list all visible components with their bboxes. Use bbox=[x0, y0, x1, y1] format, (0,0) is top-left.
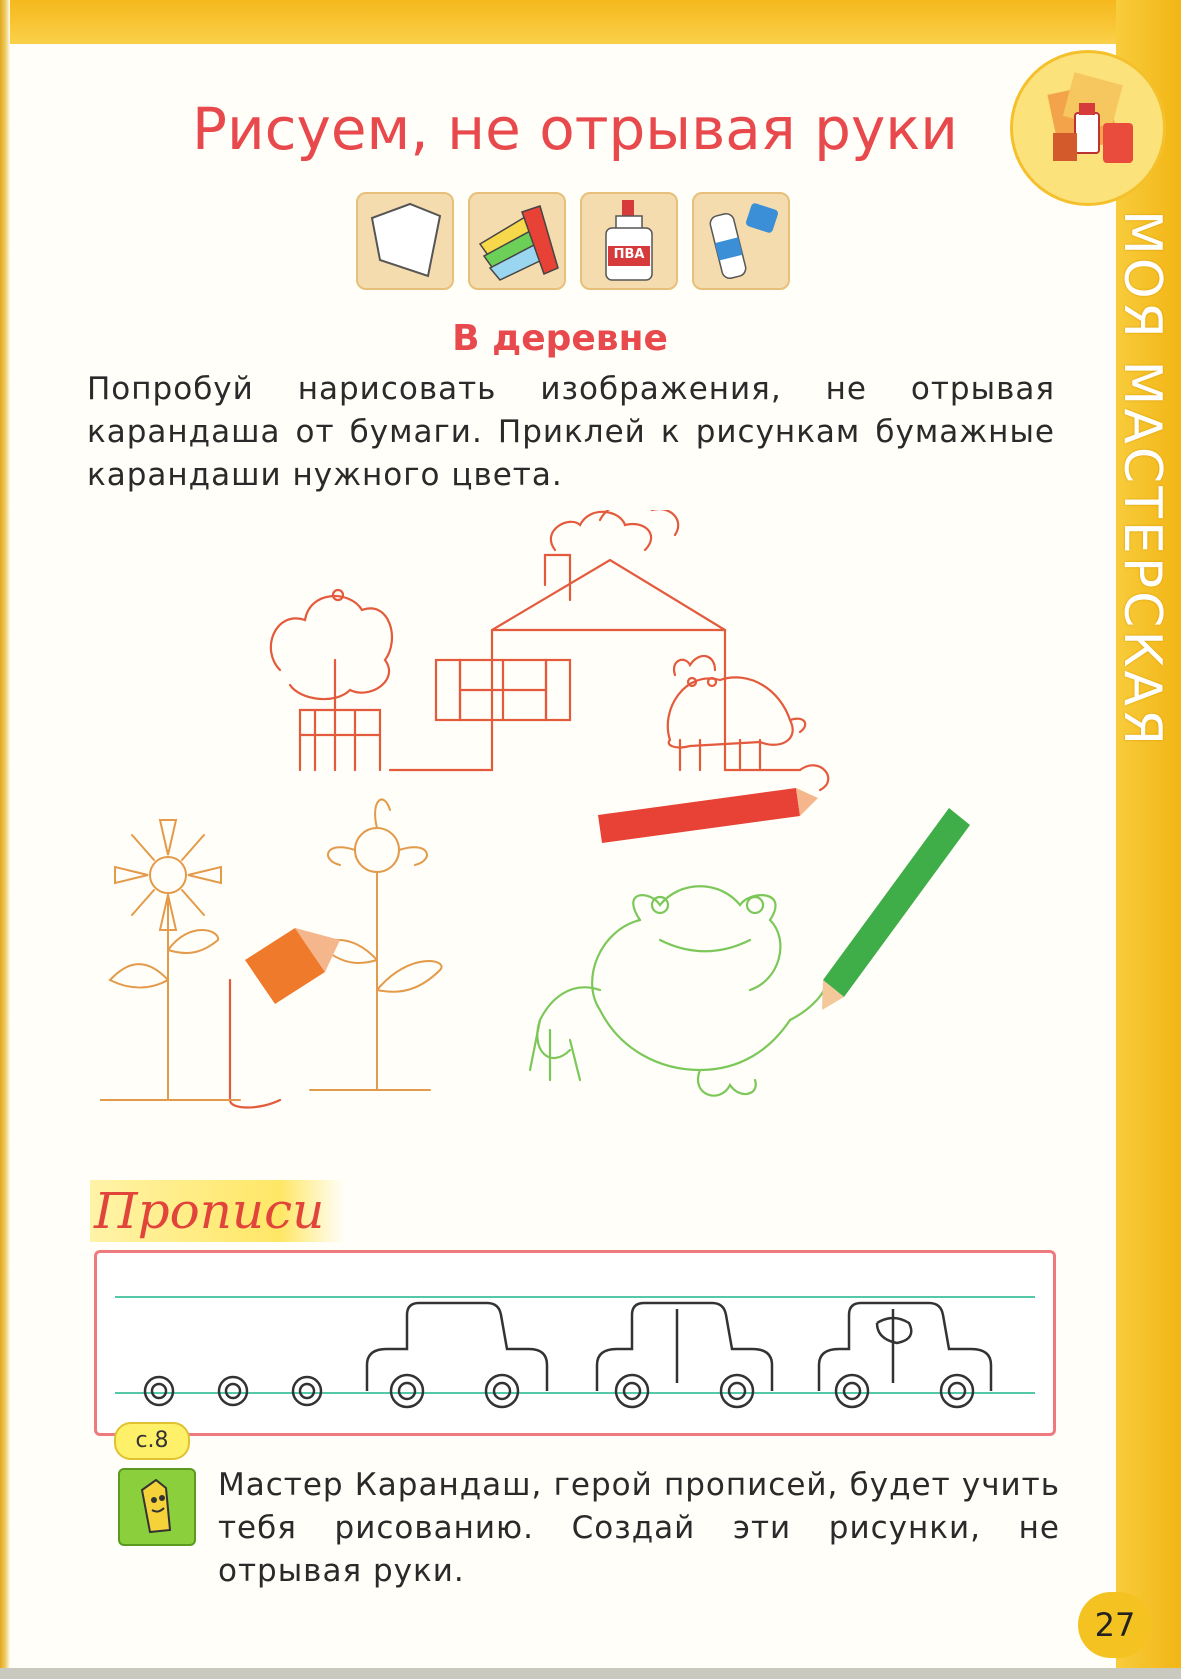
workshop-materials-icon bbox=[1010, 50, 1166, 206]
copybook-note: Мастер Карандаш, герой прописей, будет учить тебя рисованию. Создай эти рисунки, не отрывая руки. bbox=[218, 1467, 1060, 1589]
paper-icon bbox=[356, 192, 454, 290]
page-edge bbox=[0, 0, 10, 1679]
page-reference-badge: с.8 bbox=[114, 1422, 190, 1460]
section-label: МОЯ МАСТЕРСКАЯ bbox=[1112, 210, 1172, 749]
pencil-master-icon bbox=[118, 1468, 196, 1546]
colored-paper-icon bbox=[468, 192, 566, 290]
green-pencil bbox=[822, 808, 970, 1010]
task-instructions: Попробуй нарисовать изображения, не отрывая карандаша от бумаги. Приклей к рисункам бумажные карандаши нужного цвета. bbox=[87, 371, 1055, 493]
top-band bbox=[0, 0, 1181, 44]
glue-stick-icon bbox=[692, 192, 790, 290]
copybook-box bbox=[94, 1250, 1056, 1436]
page-bottom-edge bbox=[0, 1668, 1181, 1679]
orange-pencil bbox=[245, 928, 340, 1004]
illustration bbox=[100, 510, 1080, 1170]
glue-label: ПВА bbox=[613, 247, 645, 262]
frog-drawing bbox=[530, 886, 826, 1095]
copybook-exercise bbox=[97, 1253, 1053, 1433]
glue-icon bbox=[580, 192, 678, 290]
task-heading: В деревне bbox=[452, 318, 668, 359]
page-title: Рисуем, не отрывая руки bbox=[191, 95, 959, 163]
materials-row bbox=[356, 192, 790, 288]
copybook-heading: Прописи bbox=[90, 1180, 344, 1242]
red-pencil bbox=[598, 788, 818, 843]
page-number: 27 bbox=[1078, 1592, 1152, 1658]
car-drawings bbox=[145, 1303, 991, 1407]
